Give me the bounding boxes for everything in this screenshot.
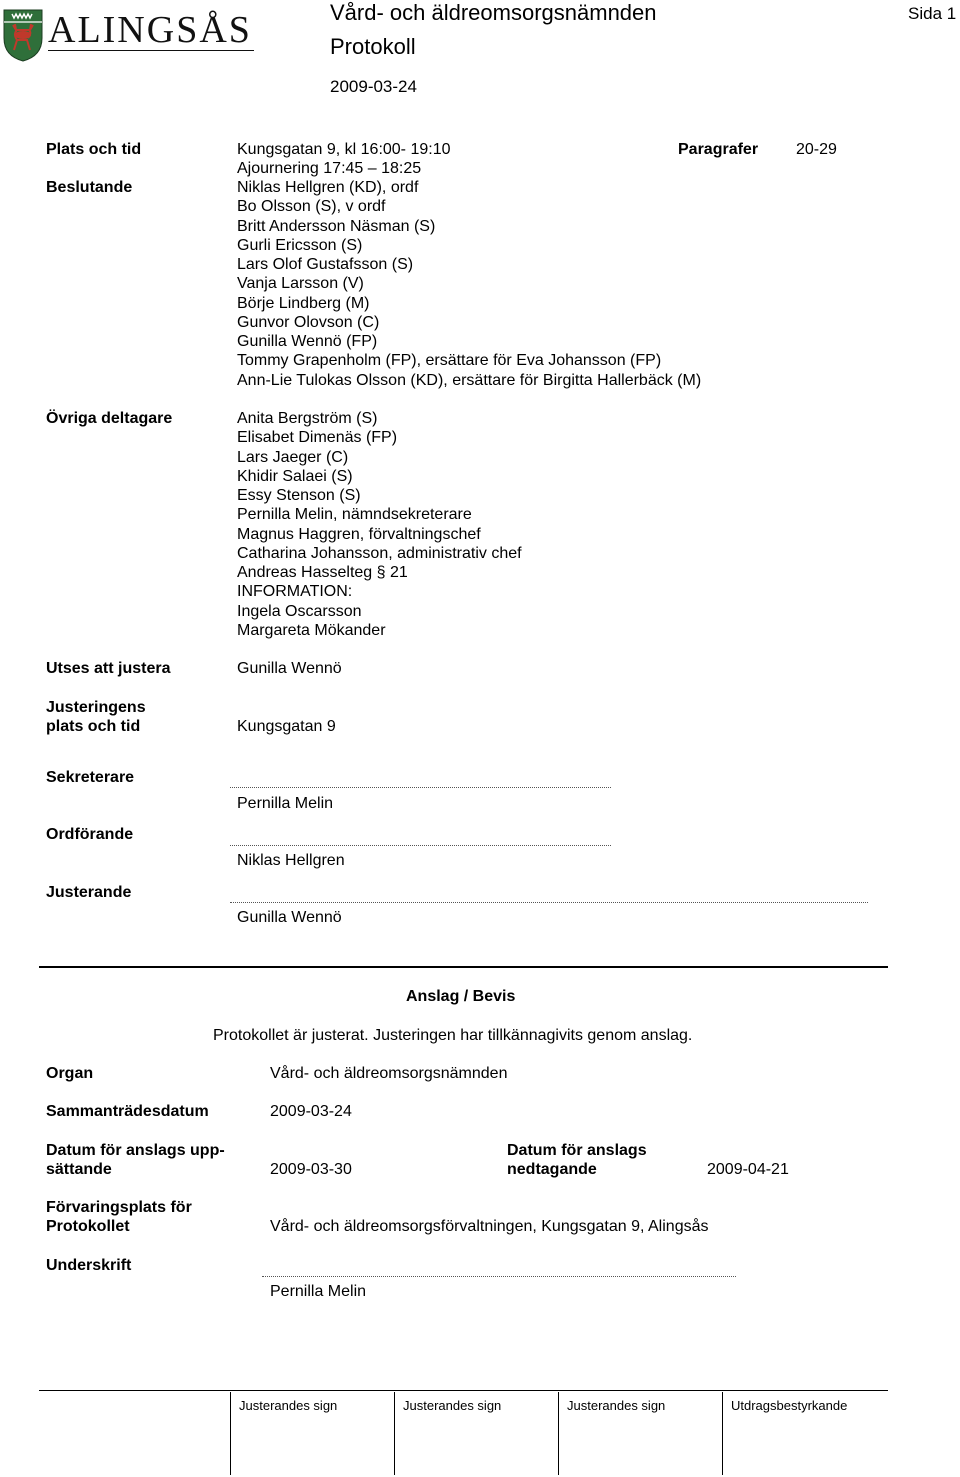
- header-date: 2009-03-24: [330, 77, 417, 96]
- coat-of-arms-icon: [2, 8, 44, 62]
- adjuster-label: Utses att justera: [46, 660, 171, 677]
- deciding-label: Beslutande: [46, 179, 133, 196]
- removed-date-label: Datum för anslags: [507, 1142, 647, 1159]
- footer-cell: [230, 1392, 395, 1475]
- paragraphs-label: Paragrafer: [678, 141, 759, 158]
- list-item: Anita Bergström (S): [237, 410, 378, 427]
- storage-value: Vård- och äldreomsorgsförvaltningen, Kungsgatan 9, Alingsås: [270, 1218, 709, 1235]
- list-item: Magnus Haggren, förvaltningschef: [237, 525, 481, 543]
- list-item: Andreas Hasselteg § 21: [237, 564, 408, 581]
- list-item: Gunvor Olovson (C): [237, 313, 380, 331]
- footer-cell-label: Justerandes sign: [567, 1398, 666, 1413]
- chair-signature-line: [230, 845, 611, 846]
- secretary-signature-line: [230, 787, 611, 788]
- list-item: Tommy Grapenholm (FP), ersättare för Eva Johansson (FP): [237, 352, 662, 370]
- list-item: Pernilla Melin, nämndsekreterare: [237, 506, 472, 524]
- adjust-place-value: Kungsgatan 9: [237, 718, 336, 735]
- doc-type-title: Protokoll: [330, 34, 416, 59]
- logo-underline: [48, 50, 254, 51]
- list-item: Elisabet Dimenäs (FP): [237, 429, 398, 447]
- posted-date-label-2: sättande: [46, 1161, 112, 1178]
- place-time-value: Kungsgatan 9, kl 16:00- 19:10: [237, 141, 451, 158]
- deciding-list: [237, 178, 701, 390]
- list-item: Margareta Mökander: [237, 621, 386, 639]
- list-item: INFORMATION:: [237, 583, 353, 601]
- adjournment: Ajournering 17:45 – 18:25: [237, 160, 422, 177]
- list-item: Britt Andersson Näsman (S): [237, 217, 436, 235]
- signature-name: Pernilla Melin: [270, 1283, 367, 1300]
- list-item: Khidir Salaei (S): [237, 467, 353, 485]
- list-item: Vanja Larsson (V): [237, 275, 364, 293]
- adjust-place-label-2: plats och tid: [46, 718, 141, 735]
- adjust-place-label: Justeringens: [46, 699, 146, 716]
- footer-cell-label: Justerandes sign: [239, 1398, 338, 1413]
- list-item: Lars Jaeger (C): [237, 448, 349, 466]
- footer-rule: [39, 1390, 888, 1391]
- list-item: Catharina Johansson, administrativ chef: [237, 544, 522, 562]
- chair-label: Ordförande: [46, 826, 134, 843]
- alingsas-logo: [0, 6, 260, 62]
- meeting-date-value: 2009-03-24: [270, 1103, 352, 1120]
- footer-cell: [722, 1392, 889, 1475]
- list-item: Börje Lindberg (M): [237, 294, 370, 312]
- place-time-label: Plats och tid: [46, 141, 142, 158]
- organ-value: Vård- och äldreomsorgsnämnden: [270, 1065, 508, 1082]
- adjuster-signature-line: [230, 902, 868, 903]
- storage-label-2: Protokollet: [46, 1218, 130, 1235]
- list-item: Gunilla Wennö (FP): [237, 333, 378, 350]
- adjuster-name: Gunilla Wennö: [237, 909, 342, 926]
- list-item: Gurli Ericsson (S): [237, 236, 363, 254]
- list-item: Bo Olsson (S), v ordf: [237, 198, 386, 216]
- adjuster-sign-label: Justerande: [46, 884, 132, 901]
- notice-statement: Protokollet är justerat. Justeringen har tillkännagivits genom anslag.: [213, 1027, 693, 1044]
- committee-title: Vård- och äldreomsorgsnämnden: [330, 0, 657, 25]
- others-label: Övriga deltagare: [46, 410, 173, 427]
- notice-title: Anslag / Bevis: [406, 988, 516, 1005]
- page-number: Sida 1: [908, 4, 957, 23]
- footer-cell-label: Justerandes sign: [403, 1398, 502, 1413]
- others-list: [237, 409, 522, 640]
- footer-cell: [558, 1392, 723, 1475]
- organ-label: Organ: [46, 1065, 94, 1082]
- posted-date-label: Datum för anslags upp-: [46, 1142, 225, 1159]
- chair-name: Niklas Hellgren: [237, 852, 345, 869]
- footer-cell-label: Utdragsbestyrkande: [731, 1398, 848, 1413]
- removed-date-label-2: nedtagande: [507, 1161, 597, 1178]
- secretary-name: Pernilla Melin: [237, 795, 334, 812]
- list-item: Ingela Oscarsson: [237, 602, 362, 620]
- footer-cell: [394, 1392, 559, 1475]
- list-item: Niklas Hellgren (KD), ordf: [237, 179, 419, 196]
- storage-label: Förvaringsplats för: [46, 1199, 192, 1216]
- posted-date-value: 2009-03-30: [270, 1161, 352, 1178]
- list-item: Essy Stenson (S): [237, 487, 361, 504]
- removed-date-value: 2009-04-21: [707, 1161, 789, 1178]
- list-item: Lars Olof Gustafsson (S): [237, 256, 414, 273]
- notice-signature-line: [262, 1276, 736, 1277]
- secretary-label: Sekreterare: [46, 769, 135, 786]
- meeting-date-label: Sammanträdesdatum: [46, 1103, 209, 1120]
- signature-label: Underskrift: [46, 1257, 132, 1274]
- section-divider: [39, 966, 888, 968]
- paragraphs-value: 20-29: [796, 141, 837, 158]
- adjuster-value: Gunilla Wennö: [237, 660, 342, 677]
- list-item: Ann-Lie Tulokas Olsson (KD), ersättare för Birgitta Hallerbäck (M): [237, 371, 702, 389]
- logo-wordmark: ALINGSÅS: [48, 9, 252, 51]
